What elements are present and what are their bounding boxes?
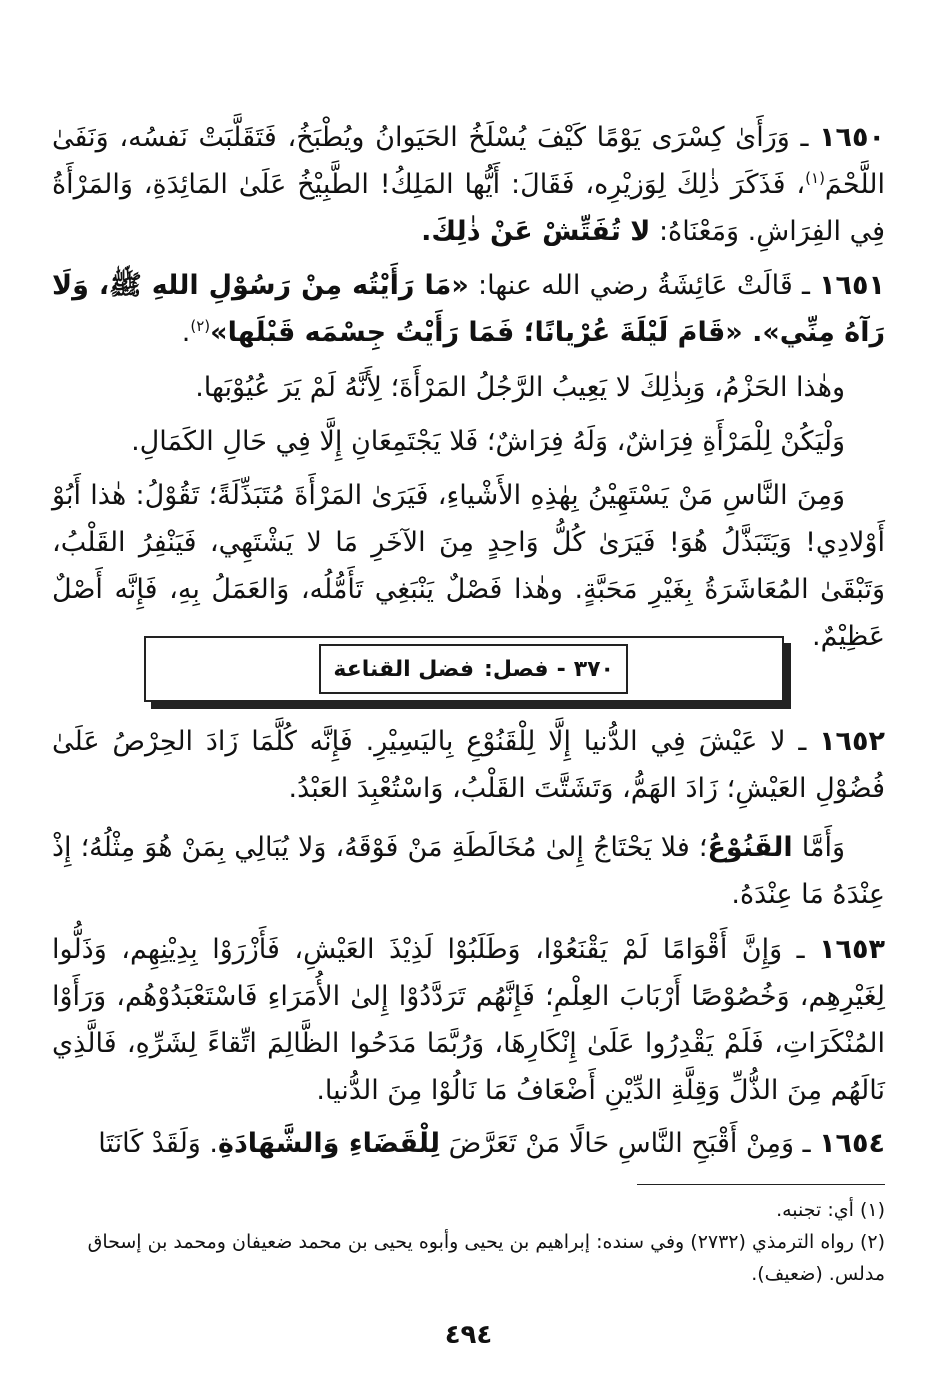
bold-term: القَنُوْعُ: [707, 832, 793, 863]
footnote-2: (٢) رواه الترمذي (٢٧٣٢) وفي سنده: إبراهيم بن يحيى وأبوه يحيى بن محمد ضعيفان ومحمد بن إسحاق مدلس. (ضعيف).: [87, 1231, 885, 1285]
footnote-marker[interactable]: (١): [805, 169, 825, 187]
section-label: فصل:: [484, 656, 549, 682]
paragraph-text: ؛ فلا يَحْتَاجُ إِلىٰ مُخَالَطَةِ مَنْ فَوْقَهُ، وَلا يُبَالِي بِمَنْ هُوَ مِثْلُهُ؛ إِذْ عِنْدَهُ مَا عِنْدَهُ.: [52, 832, 885, 910]
paragraph-text: وهٰذا الحَزْمُ، وَبِذٰلِكَ لا يَعِيبُ الرَّجُلُ المَرْأَةَ؛ لِأَنَّهُ لَمْ يَرَ عُيُوْبَها.: [195, 372, 845, 403]
section-dash: -: [556, 656, 566, 682]
page-number: ٤٩٤: [444, 1320, 493, 1350]
paragraph-1652: [52, 718, 885, 812]
bold-phrase: لا تُفَتِّشْ عَنْ ذٰلِكَ.: [421, 216, 651, 247]
paragraph-text: ـ لا عَيْشَ فِي الدُّنيا إِلَّا لِلْقَنُوْعِ بِاليَسِيْرِ. فَإِنَّه كُلَّمَا زَادَ الحِرْصُ عَلَىٰ فُضُوْلِ العَيْشِ؛ زَادَ الهَمُّ، وَتَشَتَّتَ القَلْبُ، وَاسْتُعْبِدَ العَبْدُ.: [52, 726, 885, 804]
paragraph-text-continued: ، فَذَكَرَ ذٰلِكَ لِوَزيْرِه، فَقَالَ: أَيُّها المَلِكُ! الطَّبِيْخُ عَلَىٰ المَائِدَةِ، وَالمَرْأَةُ فِي الفِرَاشِ. وَمَعْنَاهُ:: [52, 169, 885, 247]
paragraph-text: ـ قَالَتْ عَائِشَةُ رضي الله عنها:: [478, 270, 810, 301]
section-heading: [319, 644, 628, 694]
footnote-1: (١) أي: تجنبه.: [776, 1199, 885, 1221]
paragraph-tail: .: [181, 317, 191, 348]
book-page: [52, 108, 885, 1358]
paragraph-number: ١٦٥٤: [819, 1128, 885, 1159]
paragraph-number: ١٦٥١: [819, 270, 885, 301]
paragraph-text: وَمِنَ النَّاسِ مَنْ يَسْتَهِيْنُ بِهٰذِهِ الأَشْياءِ، فَيَرَىٰ المَرْأَةَ مُتَبَذِّلَةً؛ تَقُوْلُ: هٰذا أَبُوْ أَوْلادِي! وَيَتَبَذَّلُ هُوَ! فَيَرَىٰ كُلُّ وَاحِدٍ مِنَ الآخَرِ مَا لا يَشْتَهِي، فَيَنْفِرُ القَلْبُ، وَتَبْقَىٰ المُعَاشَرَةُ بِغَيْرِ مَحَبَّةٍ. وهٰذا فَصْلٌ يَنْبَغِي تَأَمُّلُه، وَالعَمَلُ بِهِ، فَإِنَّه أَصْلٌ عَظِيْمٌ.: [52, 480, 885, 652]
paragraph-text: ـ وَإِنَّ أَقْوَامًا لَمْ يَقْنَعُوْا، وَطَلَبُوْا لَذِيْذَ العَيْشِ، فَأَزْرَوْا بِدِيْنِهِم، وَذَلُّوا لِغَيْرِهِم، وَخُصُوْصًا أَرْبَابَ العِلْمِ؛ فَإِنَّهُم تَرَدَّدُوْا إِلىٰ الأُمَرَاءِ فَاسْتَعْبَدُوْهُم، وَرَأَوْا المُنْكَرَاتِ، فَلَمْ يَقْدِرُوا عَلَىٰ إِنْكَارِهَا، وَرُبَّمَا مَدَحُوا الظَّالِمَ اتِّقاءً لِشَرِّهِ، فَالَّذِي نَالَهُم مِنَ الذُّلِّ وَقِلَّةِ الدِّيْنِ أَضْعَافُ مَا نَالُوْا مِنَ الدُّنيا.: [52, 934, 885, 1106]
paragraph-number: ١٦٥٢: [819, 726, 885, 757]
hadith-quote: «مَا رَأَيْتُه مِنْ رَسُوْلِ اللهِ ﷺ، وَلَا رَآهُ مِنِّي». «قَامَ لَيْلَةَ عُرْيانًا؛ فَمَا رَأَيْتُ جِسْمَه قَبْلَها»: [52, 270, 885, 348]
footnote-marker[interactable]: (٢): [190, 317, 211, 335]
paragraph-lead: وَأَمَّا: [801, 832, 845, 863]
paragraph-1650: [52, 114, 885, 255]
section-heading-box: [144, 636, 784, 702]
paragraph-1651: [52, 262, 885, 356]
footnotes: [52, 1194, 885, 1290]
paragraph-text: وَلْيَكُنْ لِلْمَرْأَةِ فِرَاشٌ، وَلَهُ فِرَاشٌ؛ فَلا يَجْتَمِعَانِ إِلَّا فِي حَالِ الكَمَالِ.: [131, 426, 845, 457]
paragraph-tail: . وَلَقَدْ كَانَتَا: [98, 1128, 219, 1159]
bold-phrase: لِلْقَضَاءِ وَالشَّهَادَةِ: [218, 1128, 440, 1159]
paragraph-qanu: [52, 824, 885, 918]
paragraph-number: ١٦٥٣: [819, 934, 885, 965]
paragraph-1654: [52, 1120, 885, 1167]
paragraph-text: ـ وَمِنْ أَقْبَحِ النَّاسِ حَالًا مَنْ تَعَرَّضَ: [448, 1128, 811, 1159]
section-number: ٣٧٠: [573, 656, 614, 682]
paragraph-number: ١٦٥٠: [819, 122, 885, 153]
paragraph-text: ـ وَرَأَىٰ كِسْرَى يَوْمًا كَيْفَ يُسْلَخُ الحَيَوانُ ويُطْبَخُ، فَتَقَلَّبَتْ نَفسُه، وَنَفَىٰ اللَّحْمَ: [52, 122, 885, 200]
footnote-divider: [637, 1184, 885, 1185]
paragraph-1653: [52, 926, 885, 1114]
section-title: فضل القناعة: [333, 656, 475, 682]
